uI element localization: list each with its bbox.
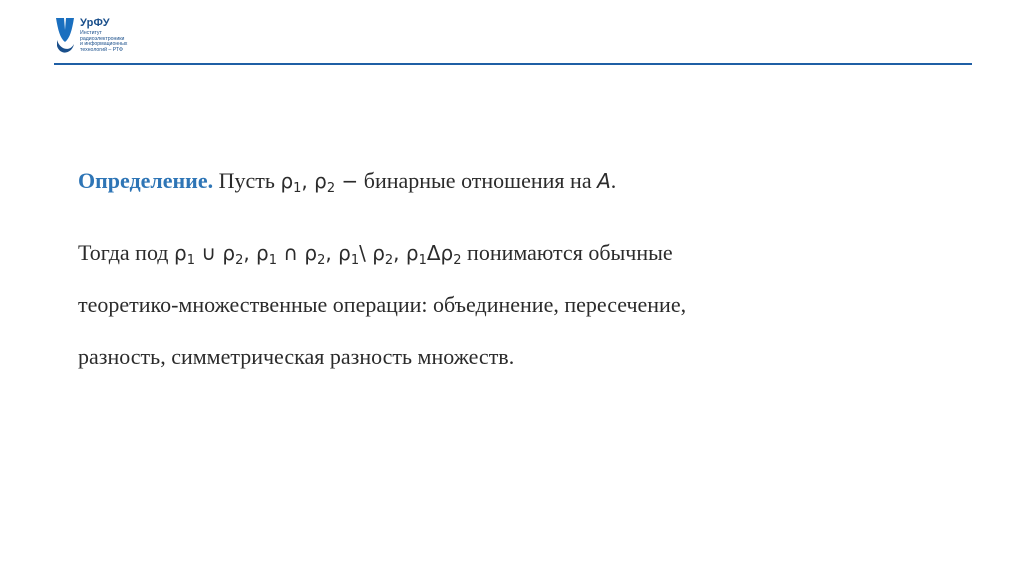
urfu-logo-mark bbox=[54, 16, 76, 56]
formula-relations: $\rho_1$, $\rho_2$ − bbox=[280, 169, 359, 196]
set-symbol: A bbox=[597, 169, 611, 193]
definition-line-2: Тогда под $\rho_1$ ∪ $\rho_2$, $\rho_1$ ∩ $\rho_2$, $\rho_1\backslash$ $\rho_2$, $\rho_1\Delta\rho_2$ понимаются обычные bbox=[78, 240, 673, 268]
definition-line-1: Определение. Пусть $\rho_1$, $\rho_2$ − бинарные отношения на A. bbox=[78, 168, 617, 196]
logo-name: УрФУ bbox=[80, 17, 110, 29]
header bbox=[0, 0, 1024, 70]
urfu-logo bbox=[54, 16, 164, 60]
header-rule bbox=[54, 63, 972, 65]
logo-subtitle: Институт радиоэлектроники и информационных технологий – РТФ bbox=[80, 30, 128, 53]
definition-term: Определение. bbox=[78, 168, 214, 193]
definition-line-4: разность, симметрическая разность множеств. bbox=[78, 344, 515, 369]
formula-operations: $\rho_1$ ∪ $\rho_2$, $\rho_1$ ∩ $\rho_2$, $\rho_1\backslash$ $\rho_2$, $\rho_1\Delta\rho_2$ bbox=[174, 241, 462, 268]
definition-line-3: теоретико-множественные операции: объединение, пересечение, bbox=[78, 292, 687, 317]
